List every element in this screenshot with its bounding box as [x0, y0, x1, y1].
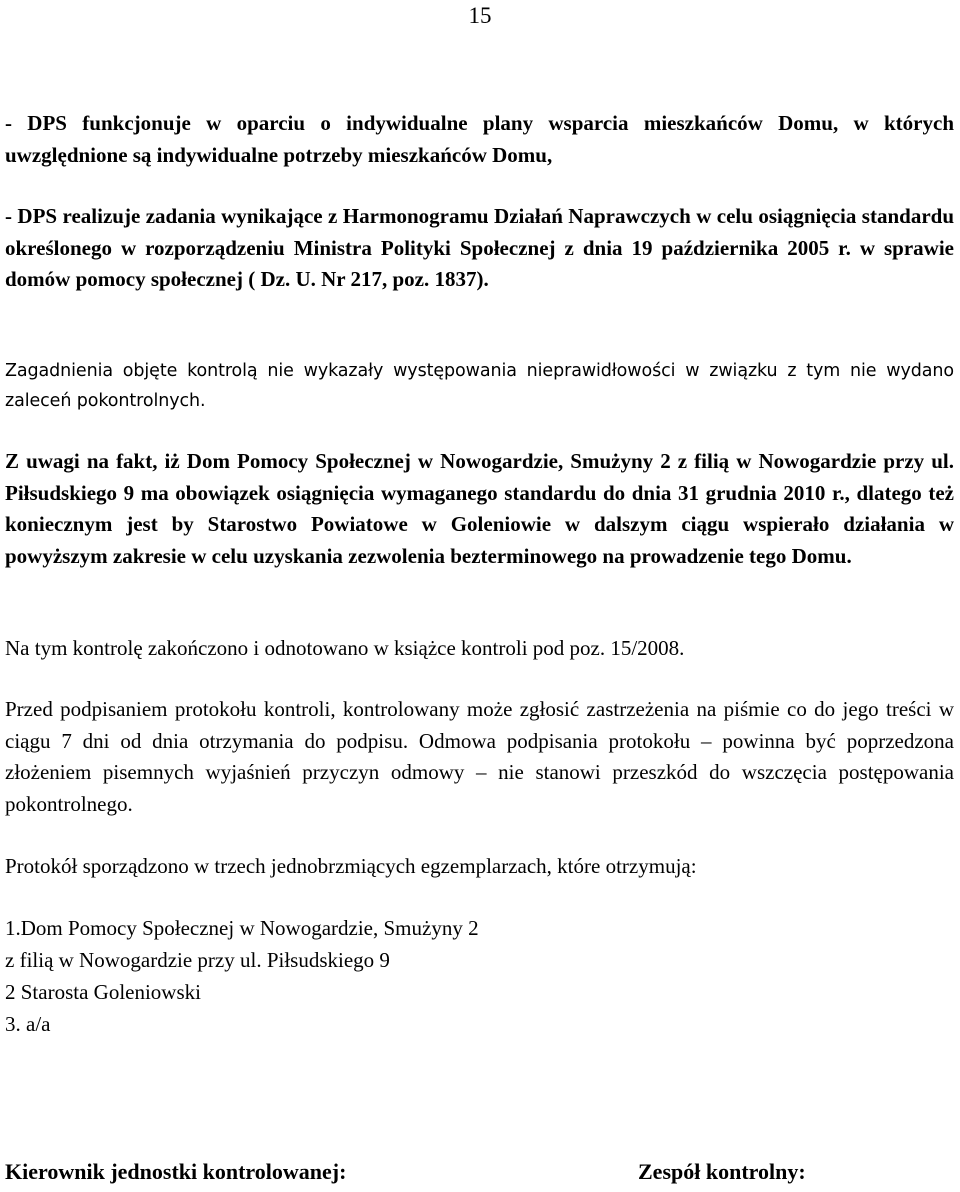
list-item: 1.Dom Pomocy Społecznej w Nowogardzie, Smużyny 2 [5, 916, 479, 940]
page-number: 15 [468, 3, 492, 28]
paragraph-objections: Przed podpisaniem protokołu kontroli, kontrolowany może zgłosić zastrzeżenia na piśmie co do jego treści w ciągu 7 dni od dnia otrzymania do podpisu. Odmowa podpisania protokołu – powinna być poprzedzona złożeniem pisemnych wyjaśnień przyczyn odmowy – nie stanowi przeszkód do wszczęcia postępowania pokontrolnego. [5, 697, 954, 816]
paragraph-control-concluded: Na tym kontrolę zakończono i odnotowano w książce kontroli pod poz. 15/2008. [5, 636, 685, 660]
paragraph-dps-corrective-actions: - DPS realizuje zadania wynikające z Harmonogramu Działań Naprawczych w celu osiągnięcia standardu określonego w rozporządzeniu Ministra Polityki Społecznej z dnia 19 października 2005 r. w sprawie domów pomocy społecznej ( Dz. U. Nr 217, poz. 1837). [5, 204, 954, 291]
list-item: 3. a/a [5, 1012, 51, 1036]
signature-label-control-team: Zespół kontrolny: [638, 1159, 806, 1184]
paragraph-copies: Protokół sporządzono w trzech jednobrzmiących egzemplarzach, które otrzymują: [5, 854, 697, 878]
recipients-list [5, 912, 954, 1040]
signature-label-unit-head: Kierownik jednostki kontrolowanej: [5, 1159, 347, 1184]
paragraph-dps-support-plans: - DPS funkcjonuje w oparciu o indywidualne plany wsparcia mieszkańców Domu, w których uwzględnione są indywidualne potrzeby mieszkańców Domu, [5, 111, 954, 167]
paragraph-standard-requirement: Z uwagi na fakt, iż Dom Pomocy Społecznej w Nowogardzie, Smużyny 2 z filią w Nowogardzie przy ul. Piłsudskiego 9 ma obowiązek osiągnięcia wymaganego standardu do dnia 31 grudnia 2010 r., dlatego też koniecznym jest by Starostwo Powiatowe w Goleniowie w dalszym ciągu wspierało działania w powyższym zakresie w celu uzyskania zezwolenia bezterminowego na prowadzenie tego Domu. [5, 449, 954, 568]
paragraph-no-irregularities: Zagadnienia objęte kontrolą nie wykazały występowania nieprawidłowości w związku z tym nie wydano zaleceń pokontrolnych. [5, 361, 954, 411]
list-item: z filią w Nowogardzie przy ul. Piłsudskiego 9 [5, 948, 390, 972]
list-item: 2 Starosta Goleniowski [5, 980, 201, 1004]
